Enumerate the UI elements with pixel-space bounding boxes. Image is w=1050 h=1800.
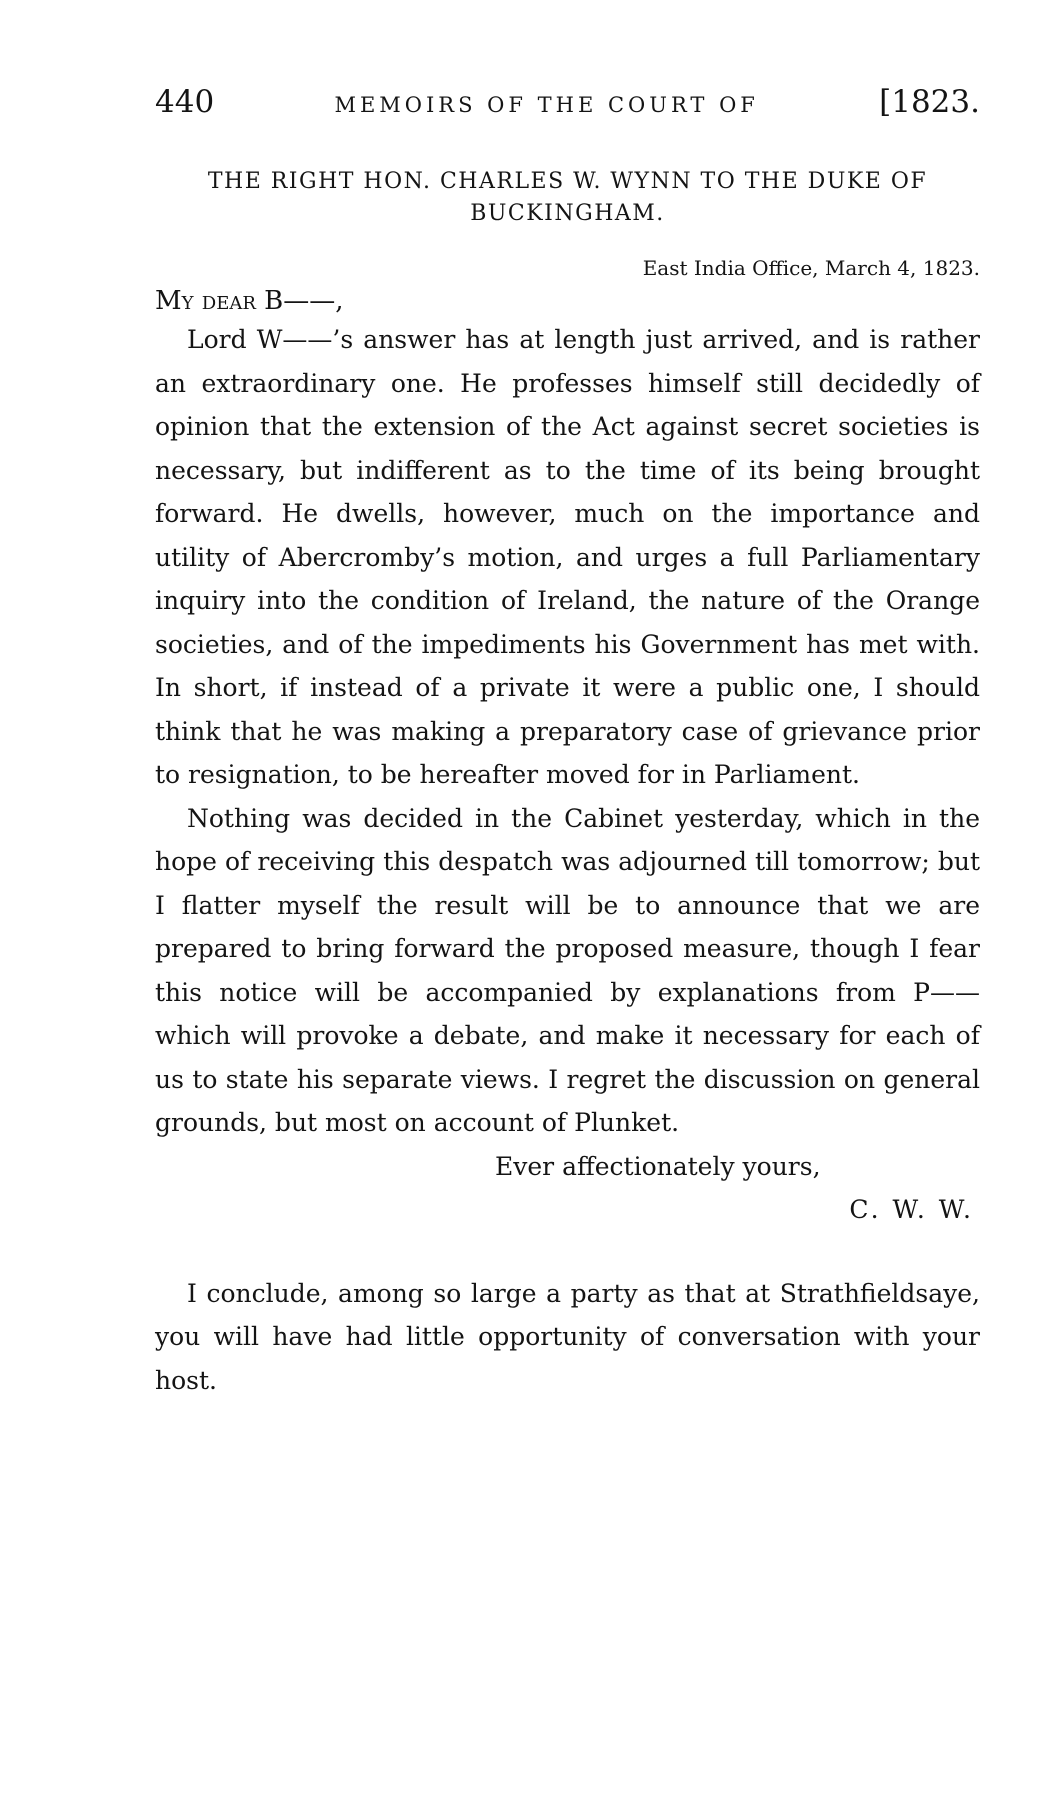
signature: C. W. W. — [849, 1195, 974, 1224]
salutation-small-caps: My dear — [155, 286, 256, 316]
letter-closing — [155, 1145, 980, 1232]
postscript — [155, 1272, 980, 1403]
letter-heading: THE RIGHT HON. CHARLES W. WYNN TO THE DUKE OF BUCKINGHAM. — [207, 169, 928, 226]
letter-dateline: East India Office, March 4, 1823. — [642, 256, 980, 280]
running-header — [155, 84, 980, 120]
letter-body — [155, 318, 980, 1145]
running-title: MEMOIRS OF THE COURT OF — [334, 93, 759, 117]
postscript-paragraph: I conclude, among so large a party as that at Strathfieldsaye, you will have had little opportunity of conversation with your host. — [155, 1278, 980, 1395]
letter-paragraph: Nothing was decided in the Cabinet yesterday, which in the hope of receiving this despatch was adjourned till tomorrow; but I flatter myself the result will be to announce that we are prepared to bring forward the proposed measure, though I fear this notice will be accompanied by explanations from P—— which will provoke a debate, and make it necessary for each of us to state his separate views. I regret the discussion on general grounds, but most on account of Plunket. — [155, 803, 980, 1137]
page-number: 440 — [155, 84, 215, 120]
salutation-name: B——, — [255, 286, 344, 316]
header-year: [1823. — [879, 84, 980, 120]
valediction: Ever affectionately yours, — [495, 1151, 821, 1181]
letter-paragraph: Lord W——’s answer has at length just arrived, and is rather an extraordinary one. He professes himself still decidedly of opinion that the extension of the Act against secret societies is necessary, but indifferent as to the time of its being brought forward. He dwells, however, much on the importance and utility of Abercromby’s motion, and urges a full Parliamentary inquiry into the condition of Ireland, the nature of the Orange societies, and of the impediments his Government has met with. In short, if instead of a private it were a public one, I should think that he was making a preparatory case of grievance prior to resignation, to be hereafter moved for in Parliament. — [155, 325, 980, 789]
letter-salutation — [155, 286, 980, 316]
